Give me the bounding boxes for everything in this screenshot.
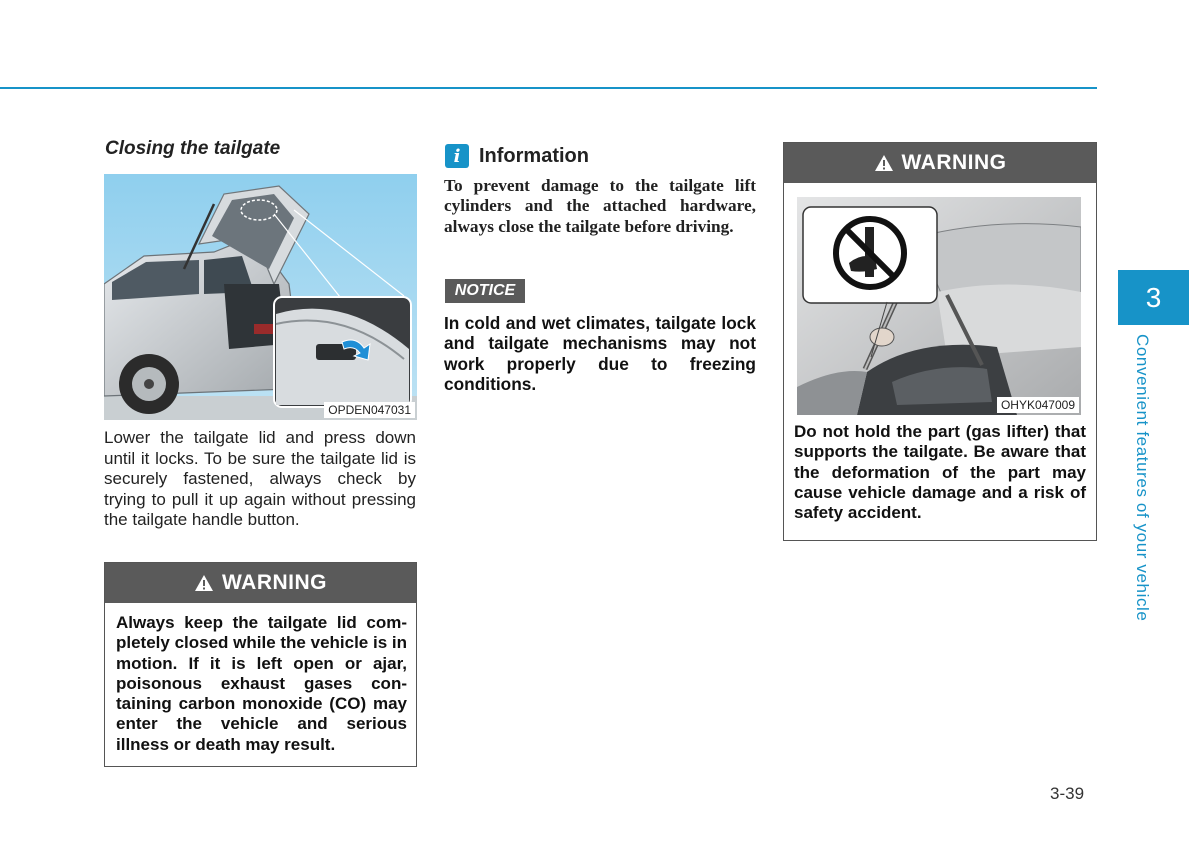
warning-text: Always keep the tailgate lid completely closed while the vehicle is in motion. If it is left open or ajar, poisonous exhaust gases containing carbon monoxide (CO) may enter the vehicle and serious illness or death may result. [116, 613, 407, 754]
notice-badge: NOTICE [445, 279, 525, 303]
gas-lifter-figure [797, 197, 1081, 415]
tailgate-figure [104, 174, 417, 420]
warning-triangle-icon [194, 574, 214, 592]
figure-code: OHYK047009 [997, 397, 1079, 413]
warning-text: Do not hold the part (gas lifter) that supports the tailgate. Be aware that the deformation of the part may cause vehicle damage and a risk of safety accident. [794, 422, 1086, 523]
chapter-title: Convenient features of your vehicle [1133, 334, 1152, 622]
chapter-number-tab: 3 [1118, 270, 1189, 325]
warning-header [105, 563, 416, 603]
tailgate-illustration [104, 174, 417, 420]
section-title: Closing the tailgate [105, 138, 281, 159]
notice-text: In cold and wet climates, tailgate lock and tailgate mechanisms may not work properly due to freezing conditions. [444, 313, 756, 394]
warning-heading: WARNING [901, 151, 1007, 174]
info-icon: i [445, 144, 469, 168]
body-paragraph: Lower the tailgate lid and press down until it locks. To be sure the tailgate lid is securely fastened, always check by trying to pull it up again without pressing the tailgate handle button. [104, 428, 416, 529]
warning-box-gas-lifter [783, 142, 1097, 541]
page-number: 3-39 [1050, 784, 1085, 803]
warning-heading: WARNING [222, 571, 327, 594]
warning-header [784, 143, 1096, 183]
information-text: To prevent damage to the tailgate lift cylinders and the attached hardware, always close the tailgate before driving. [444, 176, 756, 236]
header-rule [0, 87, 1097, 89]
warning-box-tailgate [104, 562, 417, 767]
information-header [445, 144, 589, 168]
gas-lifter-illustration [797, 197, 1081, 415]
warning-triangle-icon [874, 154, 894, 172]
information-heading: Information [479, 144, 589, 167]
figure-code: OPDEN047031 [324, 402, 415, 418]
